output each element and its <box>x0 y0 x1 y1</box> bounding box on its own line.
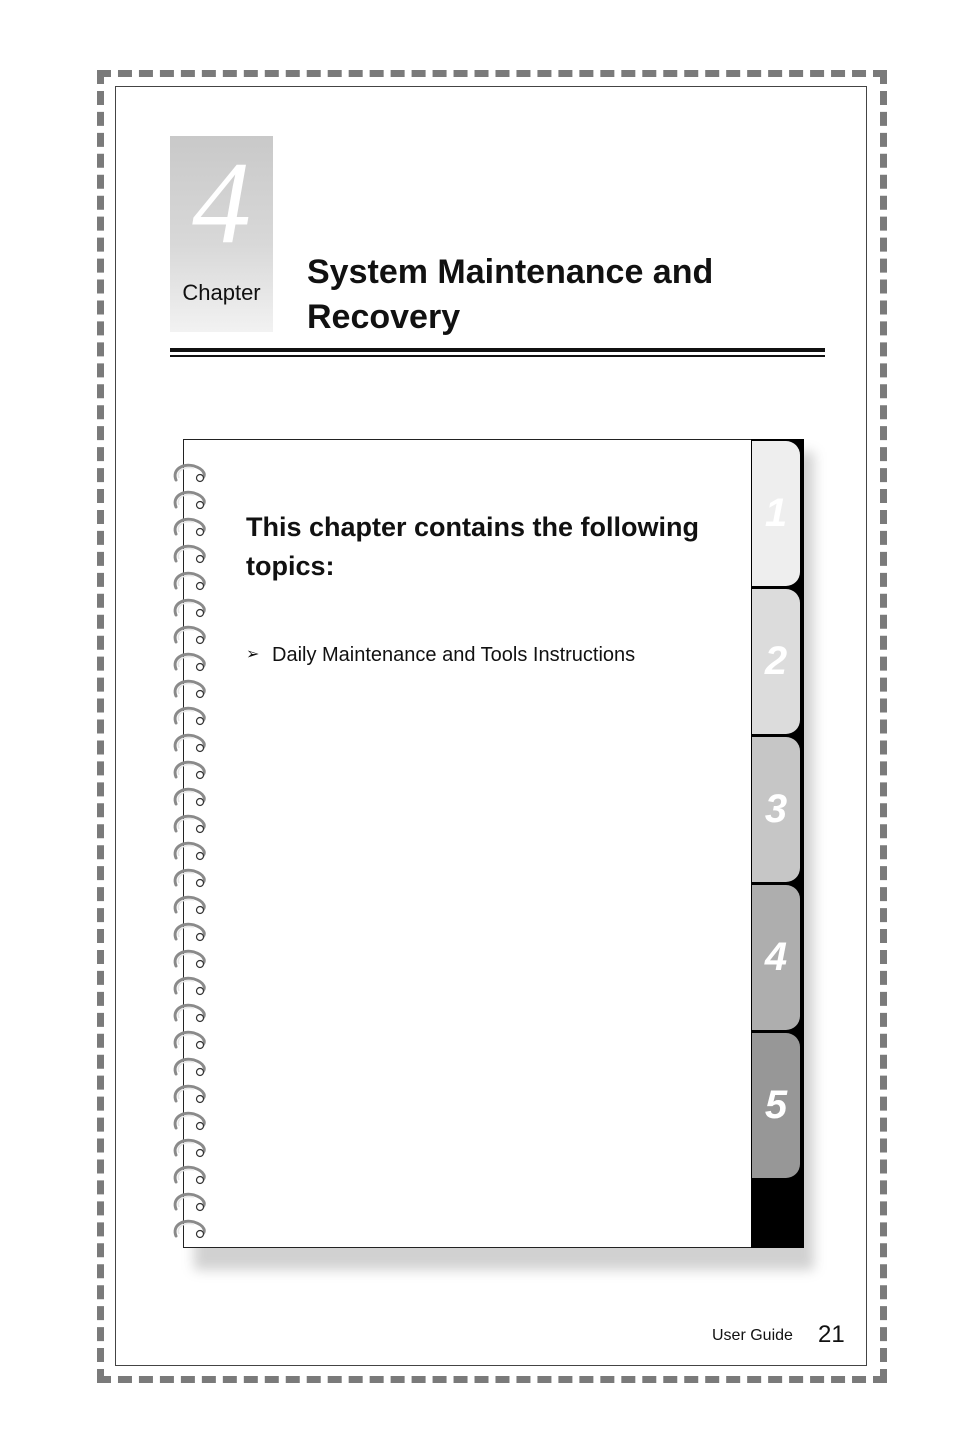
spiral-ring <box>175 546 204 562</box>
tab-label-5: 5 <box>764 1083 788 1127</box>
topic-list-item <box>246 643 726 667</box>
spiral-ring <box>175 1140 204 1156</box>
spiral-binding <box>170 460 216 1240</box>
tab-label-2: 2 <box>764 639 788 683</box>
spiral-ring <box>175 708 204 724</box>
chapter-title <box>307 250 827 340</box>
spiral-ring <box>175 573 204 589</box>
notebook-tab-4 <box>752 885 800 1030</box>
notebook-tab-1 <box>752 441 800 586</box>
spiral-ring <box>175 600 204 616</box>
notebook-heading-line-2: topics: <box>246 551 335 581</box>
arrow-bullet-icon: ➢ <box>246 646 260 663</box>
spiral-ring <box>175 681 204 697</box>
notebook-heading <box>246 508 736 586</box>
spiral-ring <box>175 816 204 832</box>
spiral-ring <box>175 492 204 508</box>
notebook-heading-line-1: This chapter contains the following <box>246 512 700 542</box>
tab-label-4: 4 <box>764 935 788 979</box>
spiral-ring <box>175 735 204 751</box>
spiral-ring <box>175 870 204 886</box>
notebook-tab-5 <box>752 1033 800 1178</box>
spiral-ring <box>175 951 204 967</box>
spiral-ring <box>175 978 204 994</box>
chapter-tile <box>170 136 273 332</box>
spiral-ring <box>175 1059 204 1075</box>
spiral-ring <box>175 789 204 805</box>
spiral-ring <box>175 1032 204 1048</box>
spiral-ring <box>175 1005 204 1021</box>
topic-label: Daily Maintenance and Tools Instructions <box>272 644 636 666</box>
spiral-ring <box>175 1221 204 1237</box>
spiral-ring <box>175 897 204 913</box>
footer-label: User Guide <box>712 1327 793 1344</box>
spiral-ring <box>175 1194 204 1210</box>
spiral-ring <box>175 924 204 940</box>
chapter-title-line-2: Recovery <box>307 298 461 336</box>
notebook-tab-3 <box>752 737 800 882</box>
spiral-ring <box>175 465 204 481</box>
page-number: 21 <box>818 1321 845 1348</box>
spiral-ring <box>175 762 204 778</box>
spiral-ring <box>175 1113 204 1129</box>
spiral-ring <box>175 654 204 670</box>
chapter-number: 4 <box>192 137 251 268</box>
notebook-tab-2 <box>752 589 800 734</box>
spiral-ring <box>175 519 204 535</box>
spiral-ring <box>175 843 204 859</box>
spiral-ring <box>175 627 204 643</box>
spiral-ring <box>175 1167 204 1183</box>
spiral-ring <box>175 1086 204 1102</box>
tab-label-1: 1 <box>764 491 788 535</box>
chapter-title-line-1: System Maintenance and <box>307 253 714 291</box>
title-rule-thin <box>170 355 825 357</box>
title-rule-thick <box>170 348 825 352</box>
tab-label-3: 3 <box>764 787 788 831</box>
chapter-label: Chapter <box>182 280 261 305</box>
